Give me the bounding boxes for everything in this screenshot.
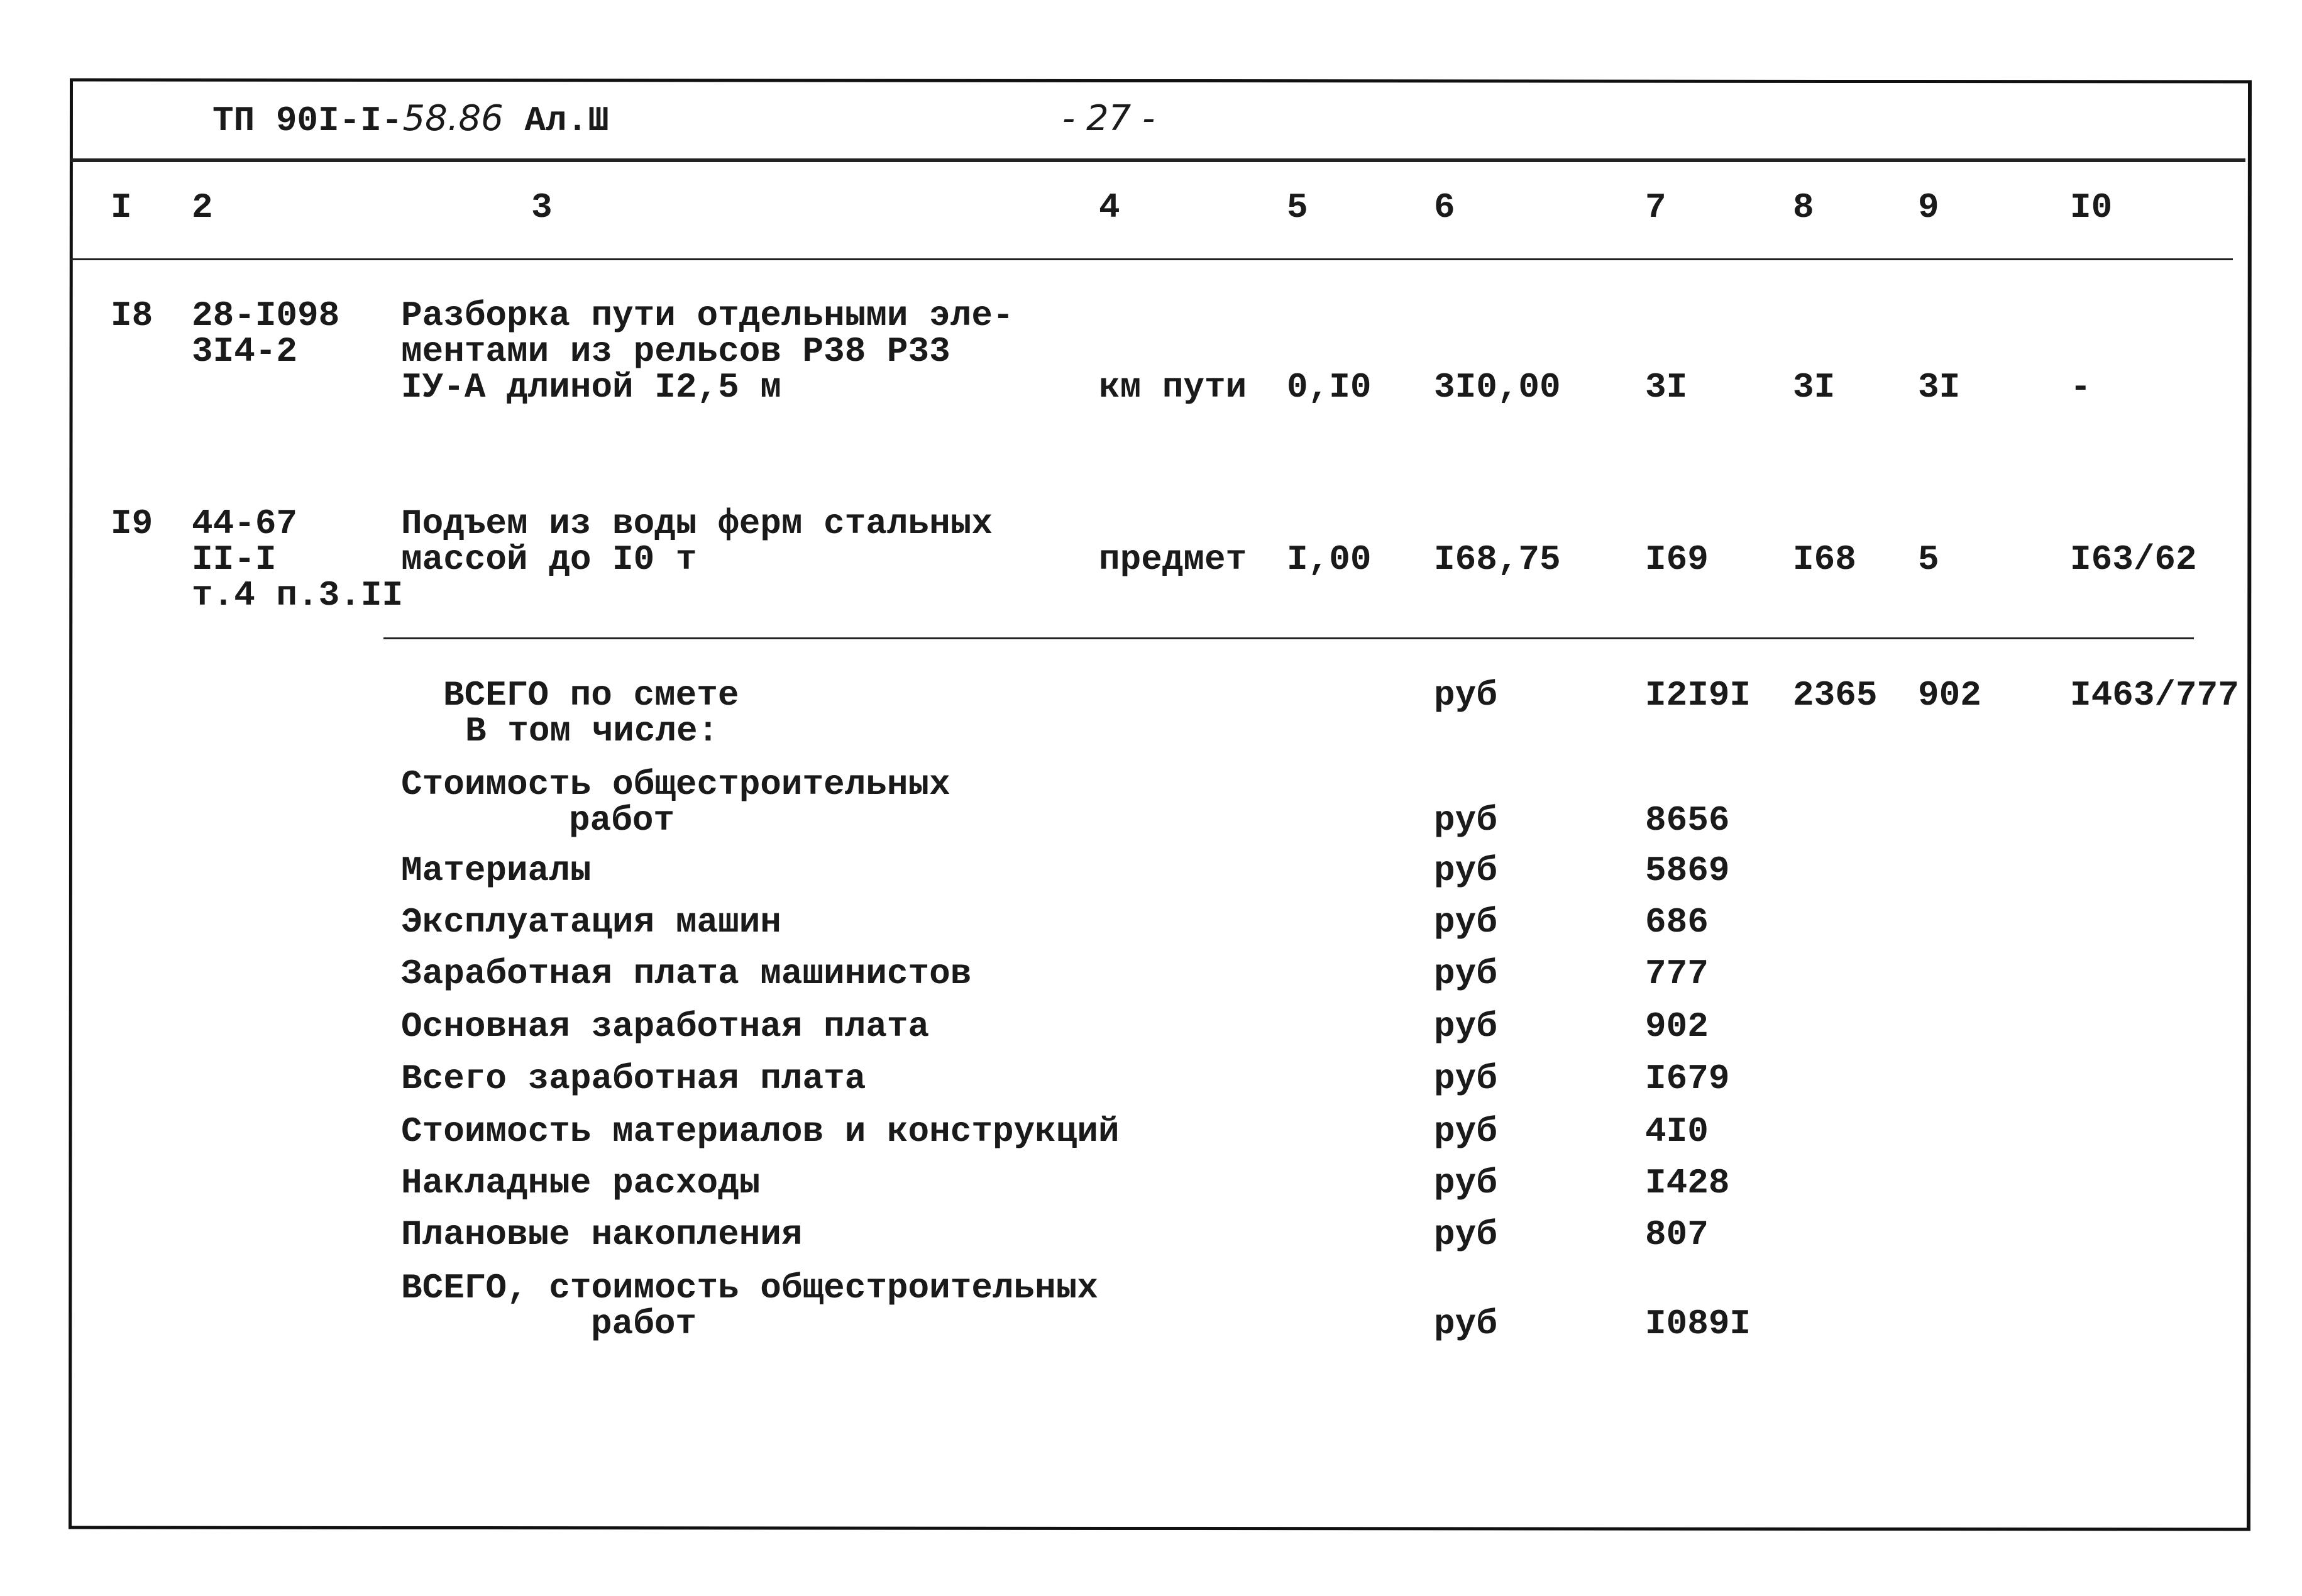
unit: предмет: [1099, 539, 1247, 580]
total-sublabel: В том числе:: [465, 711, 719, 751]
total-cost: I69: [1645, 539, 1709, 580]
breakdown-value: I428: [1645, 1163, 1730, 1203]
breakdown-value: I089I: [1645, 1304, 1751, 1344]
row-number: I9: [111, 504, 153, 544]
total-label: ВСЕГО по смете: [443, 675, 739, 715]
breakdown-value: 4I0: [1645, 1111, 1709, 1152]
breakdown-label: Плановые накопления: [401, 1214, 803, 1255]
column-header-5: 5: [1287, 187, 1308, 228]
total-divider: [383, 637, 2194, 639]
norm-code: II-I: [192, 539, 277, 580]
page-number: - 27 -: [1062, 98, 1155, 139]
column-header-3: 3: [531, 187, 553, 228]
work-description: массой до I0 т: [401, 539, 697, 580]
quantity: I,00: [1287, 539, 1372, 580]
total-col-9: 902: [1918, 675, 1981, 715]
cost-col-8: I68: [1793, 539, 1856, 580]
unit-price: 3I0,00: [1434, 367, 1561, 407]
breakdown-unit: руб: [1434, 1111, 1497, 1152]
total-cost: 3I: [1645, 367, 1688, 407]
breakdown-unit: руб: [1434, 800, 1497, 840]
breakdown-value: I679: [1645, 1059, 1730, 1099]
breakdown-unit: руб: [1434, 1304, 1497, 1344]
breakdown-unit: руб: [1434, 954, 1497, 994]
breakdown-unit: руб: [1434, 902, 1497, 942]
breakdown-label: Эксплуатация машин: [401, 902, 781, 942]
cost-col-8: 3I: [1793, 367, 1836, 407]
breakdown-value: 686: [1645, 902, 1709, 942]
column-header-4: 4: [1099, 187, 1120, 228]
norm-code: 3I4-2: [192, 331, 298, 371]
breakdown-label: Стоимость материалов и конструкций: [401, 1111, 1120, 1152]
breakdown-label: Заработная плата машинистов: [401, 954, 972, 994]
norm-code: т.4 п.3.II: [192, 575, 404, 615]
breakdown-label: работ: [591, 1304, 697, 1344]
work-description: IУ-А длиной I2,5 м: [401, 367, 781, 407]
breakdown-value: 902: [1645, 1006, 1709, 1047]
column-header-9: 9: [1918, 187, 1939, 228]
breakdown-label: Основная заработная плата: [401, 1006, 930, 1047]
column-header-2: 2: [192, 187, 213, 228]
column-header-7: 7: [1645, 187, 1666, 228]
breakdown-unit: руб: [1434, 850, 1497, 891]
column-header-10: I0: [2070, 187, 2113, 228]
unit: км пути: [1099, 367, 1247, 407]
breakdown-value: 807: [1645, 1214, 1709, 1255]
work-description: Разборка пути отдельными эле-: [401, 295, 1014, 336]
page-frame: [69, 78, 2252, 1531]
column-header-1: I: [111, 187, 132, 228]
breakdown-label: работ: [569, 800, 675, 840]
cost-col-10: -: [2070, 367, 2091, 407]
work-description: Подъем из воды ферм стальных: [401, 504, 993, 544]
cost-col-9: 3I: [1918, 367, 1961, 407]
column-header-8: 8: [1793, 187, 1814, 228]
norm-code: 44-67: [192, 504, 298, 544]
breakdown-label: Материалы: [401, 850, 592, 891]
header-divider: [70, 158, 2245, 162]
total-col-10: I463/777: [2070, 675, 2239, 715]
column-header-6: 6: [1434, 187, 1455, 228]
total-col-7: I2I9I: [1645, 675, 1751, 715]
breakdown-unit: руб: [1434, 1163, 1497, 1203]
norm-code: 28-I098: [192, 295, 340, 336]
breakdown-label: ВСЕГО, стоимость общестроительных: [401, 1268, 1098, 1308]
breakdown-label: Всего заработная плата: [401, 1059, 866, 1099]
breakdown-label: Накладные расходы: [401, 1163, 761, 1203]
breakdown-label: Стоимость общестроительных: [401, 764, 950, 805]
breakdown-unit: руб: [1434, 1059, 1497, 1099]
breakdown-unit: руб: [1434, 1006, 1497, 1047]
unit-price: I68,75: [1434, 539, 1561, 580]
cost-col-9: 5: [1918, 539, 1939, 580]
quantity: 0,I0: [1287, 367, 1372, 407]
breakdown-unit: руб: [1434, 1214, 1497, 1255]
cost-col-10: I63/62: [2070, 539, 2197, 580]
column-header-divider: [70, 258, 2233, 260]
breakdown-value: 5869: [1645, 850, 1730, 891]
total-col-8: 2365: [1793, 675, 1878, 715]
breakdown-value: 777: [1645, 954, 1709, 994]
total-unit: руб: [1434, 675, 1497, 715]
breakdown-value: 8656: [1645, 800, 1730, 840]
row-number: I8: [111, 295, 153, 336]
work-description: ментами из рельсов Р38 Р33: [401, 331, 950, 371]
document-code: ТП 90I-I-58.86 Ал.Ш: [212, 98, 609, 141]
